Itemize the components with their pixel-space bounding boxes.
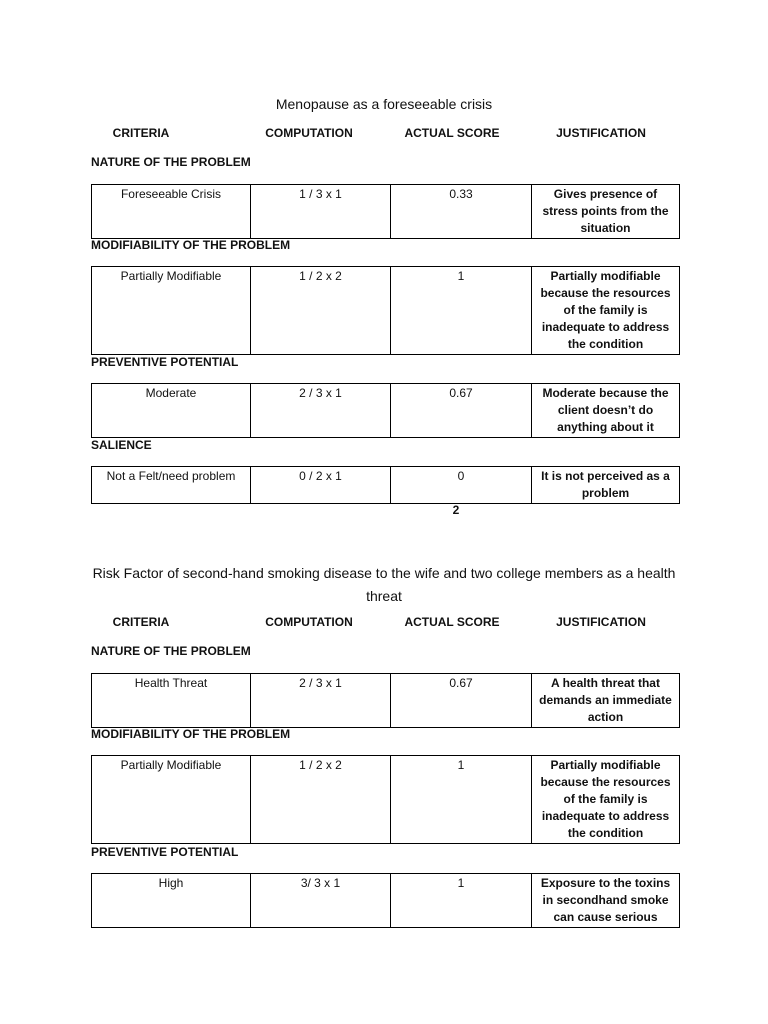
computation-cell: 1 / 2 x 2 — [251, 756, 391, 844]
header-criteria: CRITERIA — [112, 126, 170, 140]
computation-cell: 1 / 2 x 2 — [251, 267, 391, 355]
section-1-title: Menopause as a foreseeable crisis — [275, 96, 493, 112]
section-label-nature: NATURE OF THE PROBLEM — [91, 155, 251, 169]
score-cell: 0.33 — [391, 185, 532, 239]
criteria-table-modifiability — [91, 266, 680, 355]
justification-cell: Moderate because the client doesn’t do anything about it — [532, 384, 680, 438]
section-2-title: Risk Factor of second-hand smoking disease to the wife and two college members as a health threat — [92, 565, 676, 604]
header-computation: COMPUTATION — [265, 615, 353, 629]
score-cell: 0 — [391, 467, 532, 504]
section-label-nature: NATURE OF THE PROBLEM — [91, 644, 251, 658]
total-score: 2 — [452, 503, 460, 517]
table-row — [92, 874, 680, 928]
section-label-modifiability: MODIFIABILITY OF THE PROBLEM — [91, 727, 291, 741]
section-label-salience: SALIENCE — [91, 438, 152, 452]
criteria-cell: Moderate — [92, 384, 251, 438]
score-cell: 0.67 — [391, 384, 532, 438]
criteria-cell: High — [92, 874, 251, 928]
table-row — [92, 467, 680, 504]
header-criteria: CRITERIA — [112, 615, 170, 629]
justification-cell: Partially modifiable because the resources of the family is inadequate to address the condition — [532, 267, 680, 355]
justification-cell: It is not perceived as a problem — [532, 467, 680, 504]
score-cell: 1 — [391, 874, 532, 928]
criteria-table-modifiability — [91, 755, 680, 844]
criteria-table-nature — [91, 184, 680, 239]
criteria-table-salience — [91, 466, 680, 504]
score-cell: 1 — [391, 267, 532, 355]
justification-cell: A health threat that demands an immediate action — [532, 674, 680, 728]
computation-cell: 1 / 3 x 1 — [251, 185, 391, 239]
computation-cell: 2 / 3 x 1 — [251, 384, 391, 438]
criteria-table-nature — [91, 673, 680, 728]
table-row — [92, 674, 680, 728]
justification-cell: Gives presence of stress points from the situation — [532, 185, 680, 239]
header-justification: JUSTIFICATION — [556, 615, 646, 629]
criteria-cell: Not a Felt/need problem — [92, 467, 251, 504]
header-justification: JUSTIFICATION — [556, 126, 646, 140]
computation-cell: 3/ 3 x 1 — [251, 874, 391, 928]
justification-cell: Exposure to the toxins in secondhand smoke can cause serious — [532, 874, 680, 928]
justification-cell: Partially modifiable because the resources of the family is inadequate to address the condition — [532, 756, 680, 844]
header-computation: COMPUTATION — [265, 126, 353, 140]
section-label-preventive: PREVENTIVE POTENTIAL — [91, 355, 239, 369]
criteria-table-preventive — [91, 873, 680, 928]
table-row — [92, 185, 680, 239]
score-cell: 1 — [391, 756, 532, 844]
criteria-cell: Partially Modifiable — [92, 267, 251, 355]
computation-cell: 0 / 2 x 1 — [251, 467, 391, 504]
header-actual-score: ACTUAL SCORE — [404, 126, 500, 140]
table-row — [92, 756, 680, 844]
section-label-preventive: PREVENTIVE POTENTIAL — [91, 845, 239, 859]
criteria-cell: Partially Modifiable — [92, 756, 251, 844]
header-actual-score: ACTUAL SCORE — [404, 615, 500, 629]
score-cell: 0.67 — [391, 674, 532, 728]
table-row — [92, 384, 680, 438]
criteria-cell: Health Threat — [92, 674, 251, 728]
criteria-cell: Foreseeable Crisis — [92, 185, 251, 239]
section-label-modifiability: MODIFIABILITY OF THE PROBLEM — [91, 238, 291, 252]
computation-cell: 2 / 3 x 1 — [251, 674, 391, 728]
table-row — [92, 267, 680, 355]
criteria-table-preventive — [91, 383, 680, 438]
